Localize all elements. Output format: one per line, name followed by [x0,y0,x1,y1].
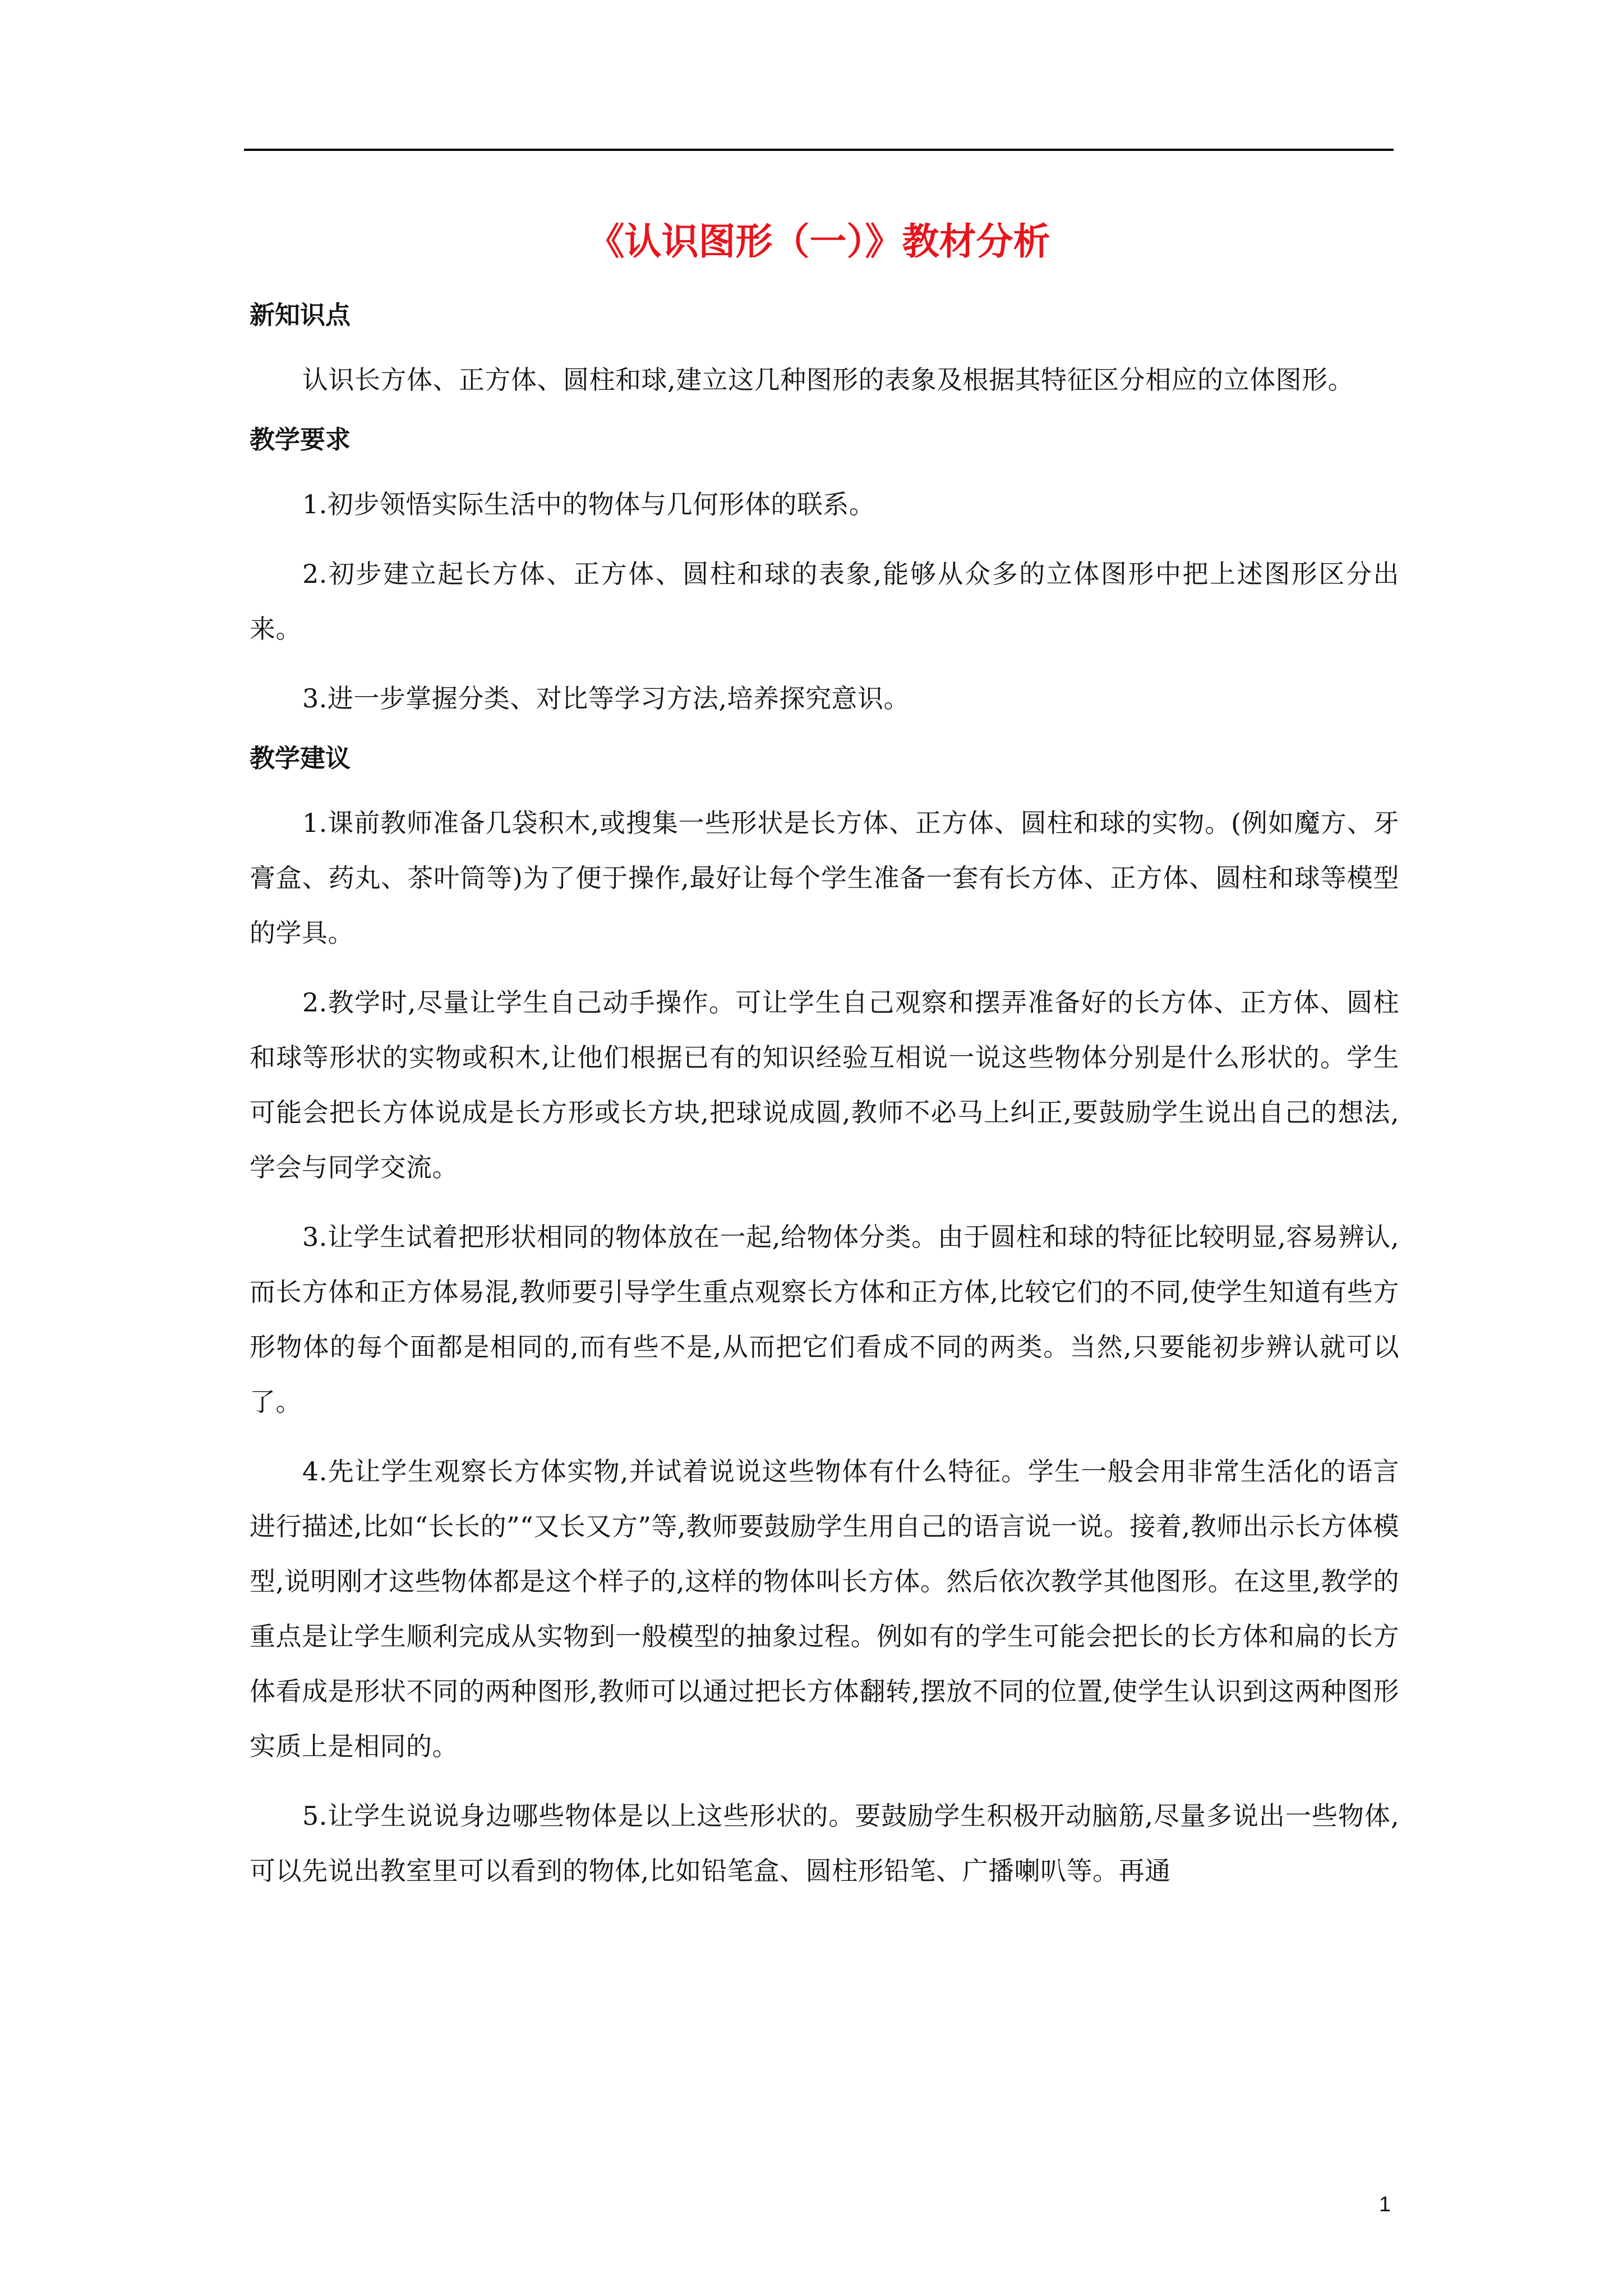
section-heading-teaching-requirements: 教学要求 [250,425,351,454]
header-rule [244,149,1394,151]
paragraph: 1.初步领悟实际生活中的物体与几何形体的联系。 [302,489,875,519]
section-heading-new-knowledge: 新知识点 [250,300,351,330]
paragraph: 1.课前教师准备几袋积木,或搜集一些形状是长方体、正方体、圆柱和球的实物。(例如魔方、牙膏盒、药丸、茶叶筒等)为了便于操作,最好让每个学生准备一套有长方体、正方体、圆柱和球等模型的学具。 [250,808,1399,948]
document-body [250,297,1399,1913]
paragraph: 3.让学生试着把形状相同的物体放在一起,给物体分类。由于圆柱和球的特征比较明显,容易辨认,而长方体和正方体易混,教师要引导学生重点观察长方体和正方体,比较它们的不同,使学生知道有些方形物体的每个面都是相同的,而有些不是,从而把它们看成不同的两类。当然,只要能初步辨认就可以了。 [250,1222,1399,1417]
paragraph: 认识长方体、正方体、圆柱和球,建立这几种图形的表象及根据其特征区分相应的立体图形。 [302,365,1354,395]
paragraph: 2.教学时,尽量让学生自己动手操作。可让学生自己观察和摆弄准备好的长方体、正方体、圆柱和球等形状的实物或积木,让他们根据已有的知识经验互相说一说这些物体分别是什么形状的。学生可能会把长方体说成是长方形或长方块,把球说成圆,教师不必马上纠正,要鼓励学生说出自己的想法,学会与同学交流。 [250,987,1399,1182]
paragraph: 5.让学生说说身边哪些物体是以上这些形状的。要鼓励学生积极开动脑筋,尽量多说出一些物体,可以先说出教室里可以看到的物体,比如铅笔盒、圆柱形铅笔、广播喇叭等。再通 [250,1801,1399,1886]
paragraph: 3.进一步掌握分类、对比等学习方法,培养探究意识。 [302,683,910,714]
paragraph: 4.先让学生观察长方体实物,并试着说说这些物体有什么特征。学生一般会用非常生活化的语言进行描述,比如“长长的”“又长又方”等,教师要鼓励学生用自己的语言说一说。接着,教师出示长方体模型,说明刚才这些物体都是这个样子的,这样的物体叫长方体。然后依次教学其他图形。在这里,教学的重点是让学生顺利完成从实物到一般模型的抽象过程。例如有的学生可能会把长的长方体和扁的长方体看成是形状不同的两种图形,教师可以通过把长方体翻转,摆放不同的位置,使学生认识到这两种图形实质上是相同的。 [250,1456,1399,1761]
paragraph: 2.初步建立起长方体、正方体、圆柱和球的表象,能够从众多的立体图形中把上述图形区分出来。 [250,559,1399,644]
document-title: 《认识图形（一）》教材分析 [587,219,1050,263]
section-heading-teaching-suggestions: 教学建议 [250,743,351,773]
page-number: 1 [1378,2193,1391,2216]
